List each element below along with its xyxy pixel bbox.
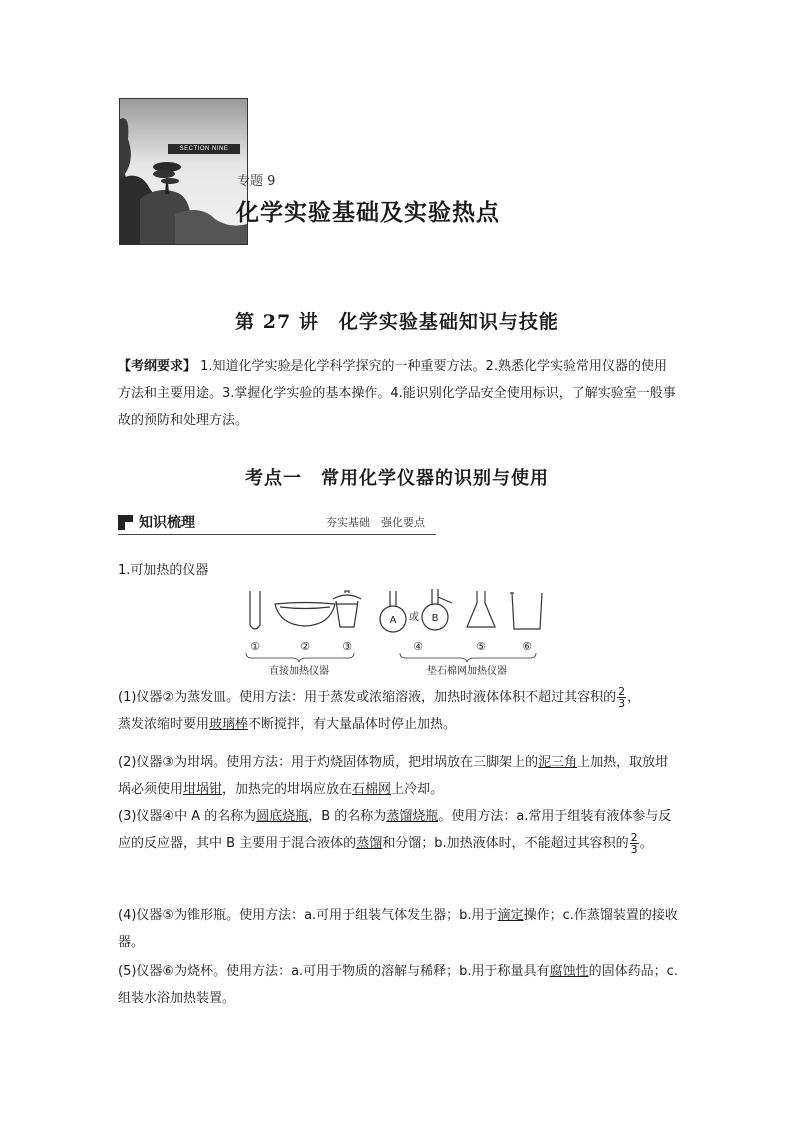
p4-text-b: 操作；c.作蒸馏装置的接收器。 (118, 908, 678, 950)
knowledge-slogan: 夯实基础 强化要点 (326, 516, 425, 529)
evaporating-dish-icon (275, 603, 335, 627)
p1-text-b: ， (627, 690, 641, 705)
test-tube-icon (250, 591, 260, 629)
p2-text-c: ，加热完的坩埚应放在 (222, 782, 353, 797)
p5-underlined-1: 腐蚀性 (549, 964, 589, 979)
group-direct-label: 直接加热仪器 (269, 666, 329, 677)
flask-a-label: A (389, 615, 397, 626)
fraction-numerator: 2 (630, 831, 638, 844)
topic-label: 专题 9 (237, 174, 276, 189)
fraction (630, 832, 639, 855)
p2-underlined-3: 石棉网 (352, 782, 392, 797)
label-1: ① (250, 640, 260, 653)
paragraph-2 (118, 749, 680, 803)
p3-underlined-3: 蒸馏 (356, 836, 383, 851)
divider (118, 534, 436, 535)
section-tag: SECTION NINE (168, 144, 240, 154)
knowledge-bar (118, 512, 436, 540)
conical-flask-icon (467, 591, 495, 627)
p2-underlined-2: 坩埚钳 (183, 782, 223, 797)
bracket-gauze (400, 653, 536, 662)
p4-underlined-1: 滴定 (497, 908, 524, 923)
or-label: 或 (409, 612, 419, 623)
p1-text-d: 不断搅拌，有大量晶体时停止加热。 (248, 717, 457, 732)
p2-text-b: 上加热，取放坩埚必须使用 (118, 755, 669, 797)
p2-text-d: 上冷却。 (391, 782, 444, 797)
p3-text-c: 。使用方法：a.常用于组装有液体参与反应的反应器，其中 B 主要用于混合液体的 (118, 809, 672, 851)
p4-text-a: (4)仪器⑤为锥形瓶。使用方法：a.可用于组装气体发生器；b.用于 (118, 908, 498, 923)
cover-image (119, 98, 248, 245)
label-4: ④ (413, 640, 423, 653)
p3-underlined-2: 蒸馏烧瓶 (386, 809, 439, 824)
flask-b-label: B (431, 613, 439, 624)
exam-requirements (118, 353, 678, 434)
p3-text-d: 和分馏；b.加热液体时，不能超过其容积的 (382, 836, 629, 851)
p5-text-b: 的固体药品；c.组装水浴加热装置。 (118, 964, 678, 1006)
p3-text-b: ，B 的名称为 (308, 809, 387, 824)
label-5: ⑤ (476, 640, 486, 653)
fraction-numerator: 2 (618, 685, 626, 698)
requirements-text: 1.知道化学实验是化学科学探究的一种重要方法。2.熟悉化学实验常用仪器的使用方法和主要用途。3.掌握化学实验的基本操作。4.能识别化学品安全使用标识，了解实验室一般事故的预防和处理方法。 (118, 359, 676, 428)
label-3: ③ (342, 640, 352, 653)
label-6: ⑥ (522, 640, 532, 653)
fraction (617, 686, 626, 709)
bracket-direct (246, 653, 354, 662)
topic-title: 化学实验基础及实验热点 (236, 200, 500, 226)
p5-text-a: (5)仪器⑥为烧杯。使用方法：a.可用于物质的溶解与稀释；b.用于称量具有 (118, 964, 550, 979)
group-gauze-label: 垫石棉网加热仪器 (427, 666, 507, 677)
p3-underlined-1: 圆底烧瓶 (256, 809, 309, 824)
paragraph-5 (118, 958, 680, 1012)
p1-underlined-1: 玻璃棒 (209, 717, 249, 732)
square-icon-inner (125, 522, 133, 530)
apparatus-figure (230, 587, 560, 679)
crucible-icon (333, 591, 361, 627)
point-title: 考点一 常用化学仪器的识别与使用 (245, 468, 549, 489)
p1-text-a: (1)仪器②为蒸发皿。使用方法：用于蒸发或浓缩溶液，加热时液体体积不超过其容积的 (118, 690, 617, 705)
lesson-title: 第 27 讲 化学实验基础知识与技能 (235, 311, 559, 333)
p3-text-e: 。 (639, 836, 653, 851)
paragraph-4 (118, 902, 680, 956)
sub-heading: 1.可加热的仪器 (118, 563, 209, 578)
knowledge-title: 知识梳理 (139, 515, 195, 531)
beaker-icon (510, 593, 542, 629)
p2-underlined-1: 泥三角 (538, 755, 578, 770)
p2-text-a: (2)仪器③为坩埚。使用方法：用于灼烧固体物质，把坩埚放在三脚架上的 (118, 755, 539, 770)
p1-text-c: 蒸发浓缩时要用 (118, 717, 210, 732)
paragraph-3 (118, 803, 680, 857)
fraction-denominator: 3 (618, 697, 626, 710)
paragraph-1 (118, 684, 680, 738)
requirements-tag: 【考纲要求】 (118, 359, 197, 374)
label-2: ② (300, 640, 310, 653)
p3-text-a: (3)仪器④中 A 的名称为 (118, 809, 257, 824)
fraction-denominator: 3 (630, 843, 638, 856)
